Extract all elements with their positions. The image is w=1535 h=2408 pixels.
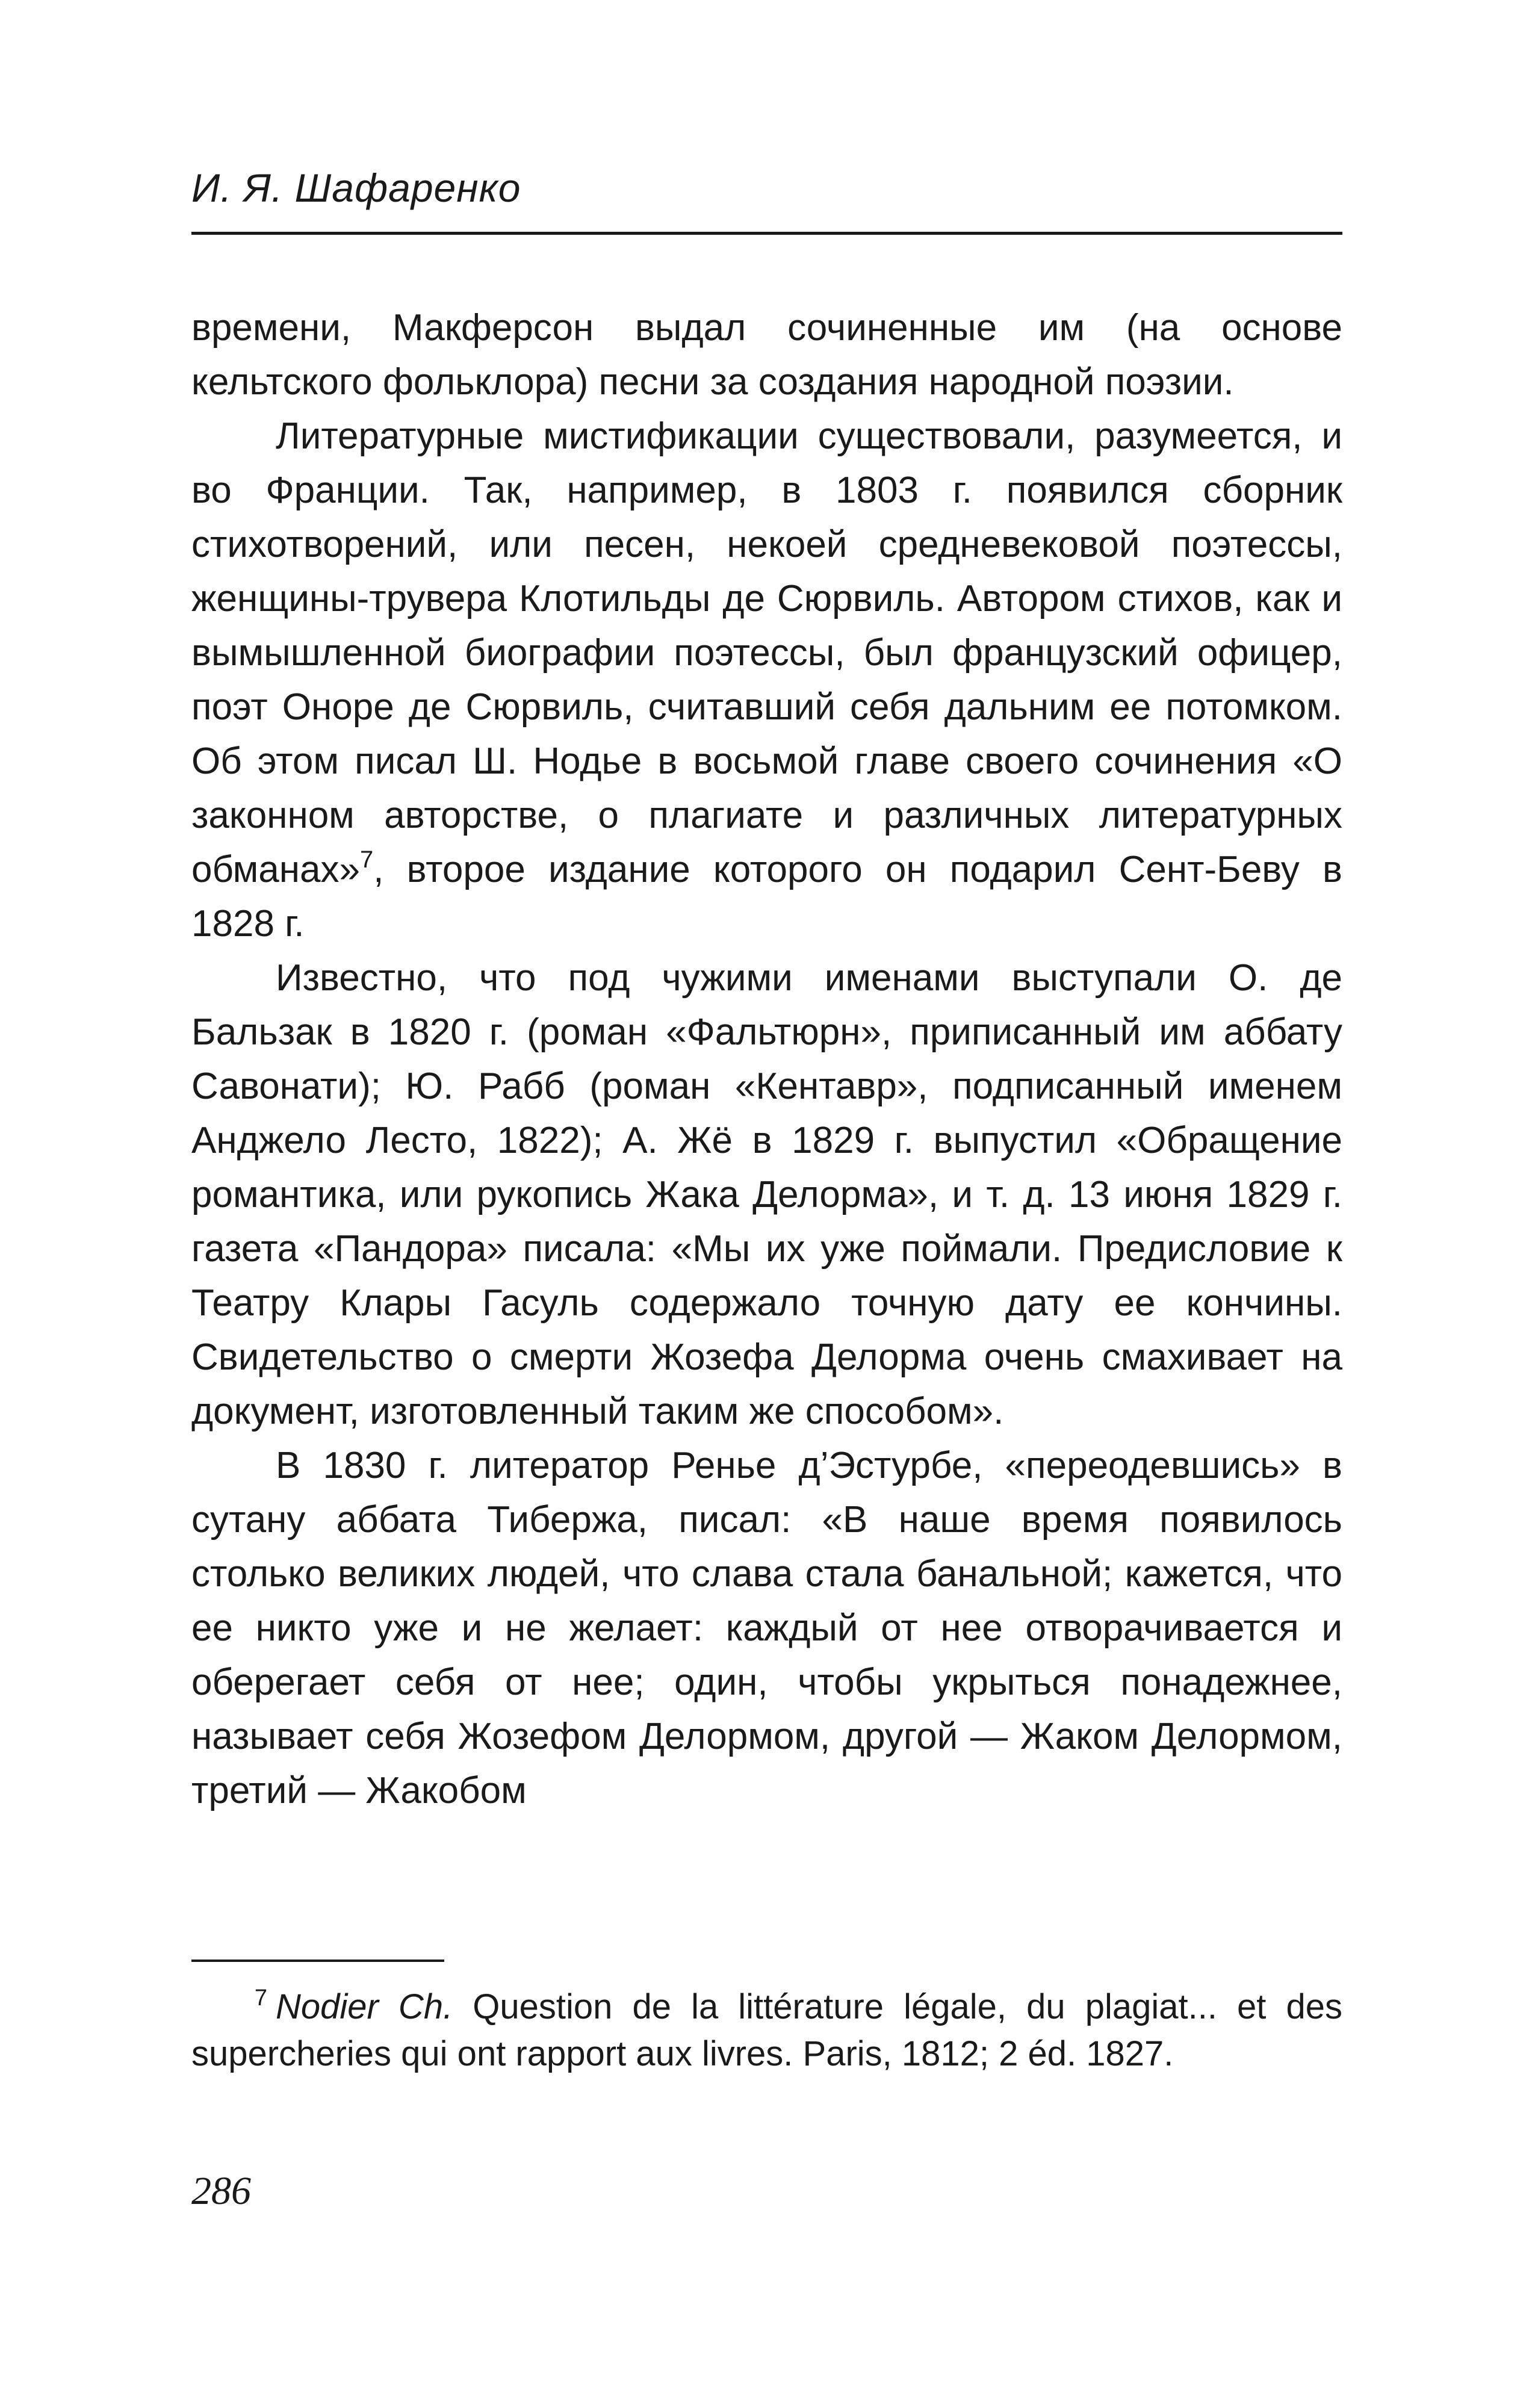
paragraph-2-text: Литературные мистификации существовали, разумеется, и во Франции. Так, например, в 1803 г. появился сборник стихотворений, или песен, некоей средневековой поэтессы, женщины-трувера Клотильды де Сюрвиль. Автором стихов, как и вымышленной биографии поэтессы, был французский офицер, поэт Оноре де Сюрвиль, считавший себя дальним ее потомком. Об этом писал Ш. Нодье в восьмой главе своего сочинения «О законном авторстве, о плагиате и различных литературных обманах» [191,415,1342,890]
footnote-author: Nodier Ch. [276,1987,453,2026]
header-rule [191,232,1342,235]
main-text [191,301,1342,1818]
paragraph-4: В 1830 г. литератор Ренье д’Эстурбе, «переодевшись» в сутану аббата Тибержа, писал: «В наше время появилось столько великих людей, что слава стала банальной; кажется, что ее никто уже и не желает: каждый от нее отворачивается и оберегает себя от нее; один, чтобы укрыться понадежнее, называет себя Жозефом Делормом, другой — Жаком Делормом, третий — Жакобом [191,1445,1342,1811]
footnote-rule [191,1960,444,1962]
footnote-text: Question de la littérature légale, du plagiat... et des supercheries qui ont rapport aux livres. Paris, 1812; 2 éd. 1827. [191,1987,1342,2073]
paragraph-3: Известно, что под чужими именами выступали О. де Бальзак в 1820 г. (роман «Фальтюрн», приписанный им аббату Савонати); Ю. Рабб (роман «Кентавр», подписанный именем Анджело Лесто, 1822); А. Жё в 1829 г. выпустил «Обращение романтика, или рукопись Жака Делорма», и т. д. 13 июня 1829 г. газета «Пандора» писала: «Мы их уже поймали. Предисловие к Театру Клары Гасуль содержало точную дату ее кончины. Свидетельство о смерти Жозефа Делорма очень смахивает на документ, изготовленный таким же способом». [191,957,1342,1432]
book-page [191,0,1342,2408]
running-head-author: И. Я. Шафаренко [191,166,521,210]
paragraph-1: времени, Макферсон выдал сочиненные им (на основе кельтского фольклора) песни за создания народной поэзии. [191,307,1342,403]
paragraph-2 [191,409,1342,951]
footnote-reference: 7 [359,846,374,873]
footnote-mark [191,1984,276,2031]
footnote [191,1984,1342,2078]
footnote-number: 7 [254,1985,267,2011]
page-number: 286 [191,2169,251,2213]
paragraph-2-tail: , второе издание которого он подарил Сент-Беву в 1828 г. [191,849,1342,945]
